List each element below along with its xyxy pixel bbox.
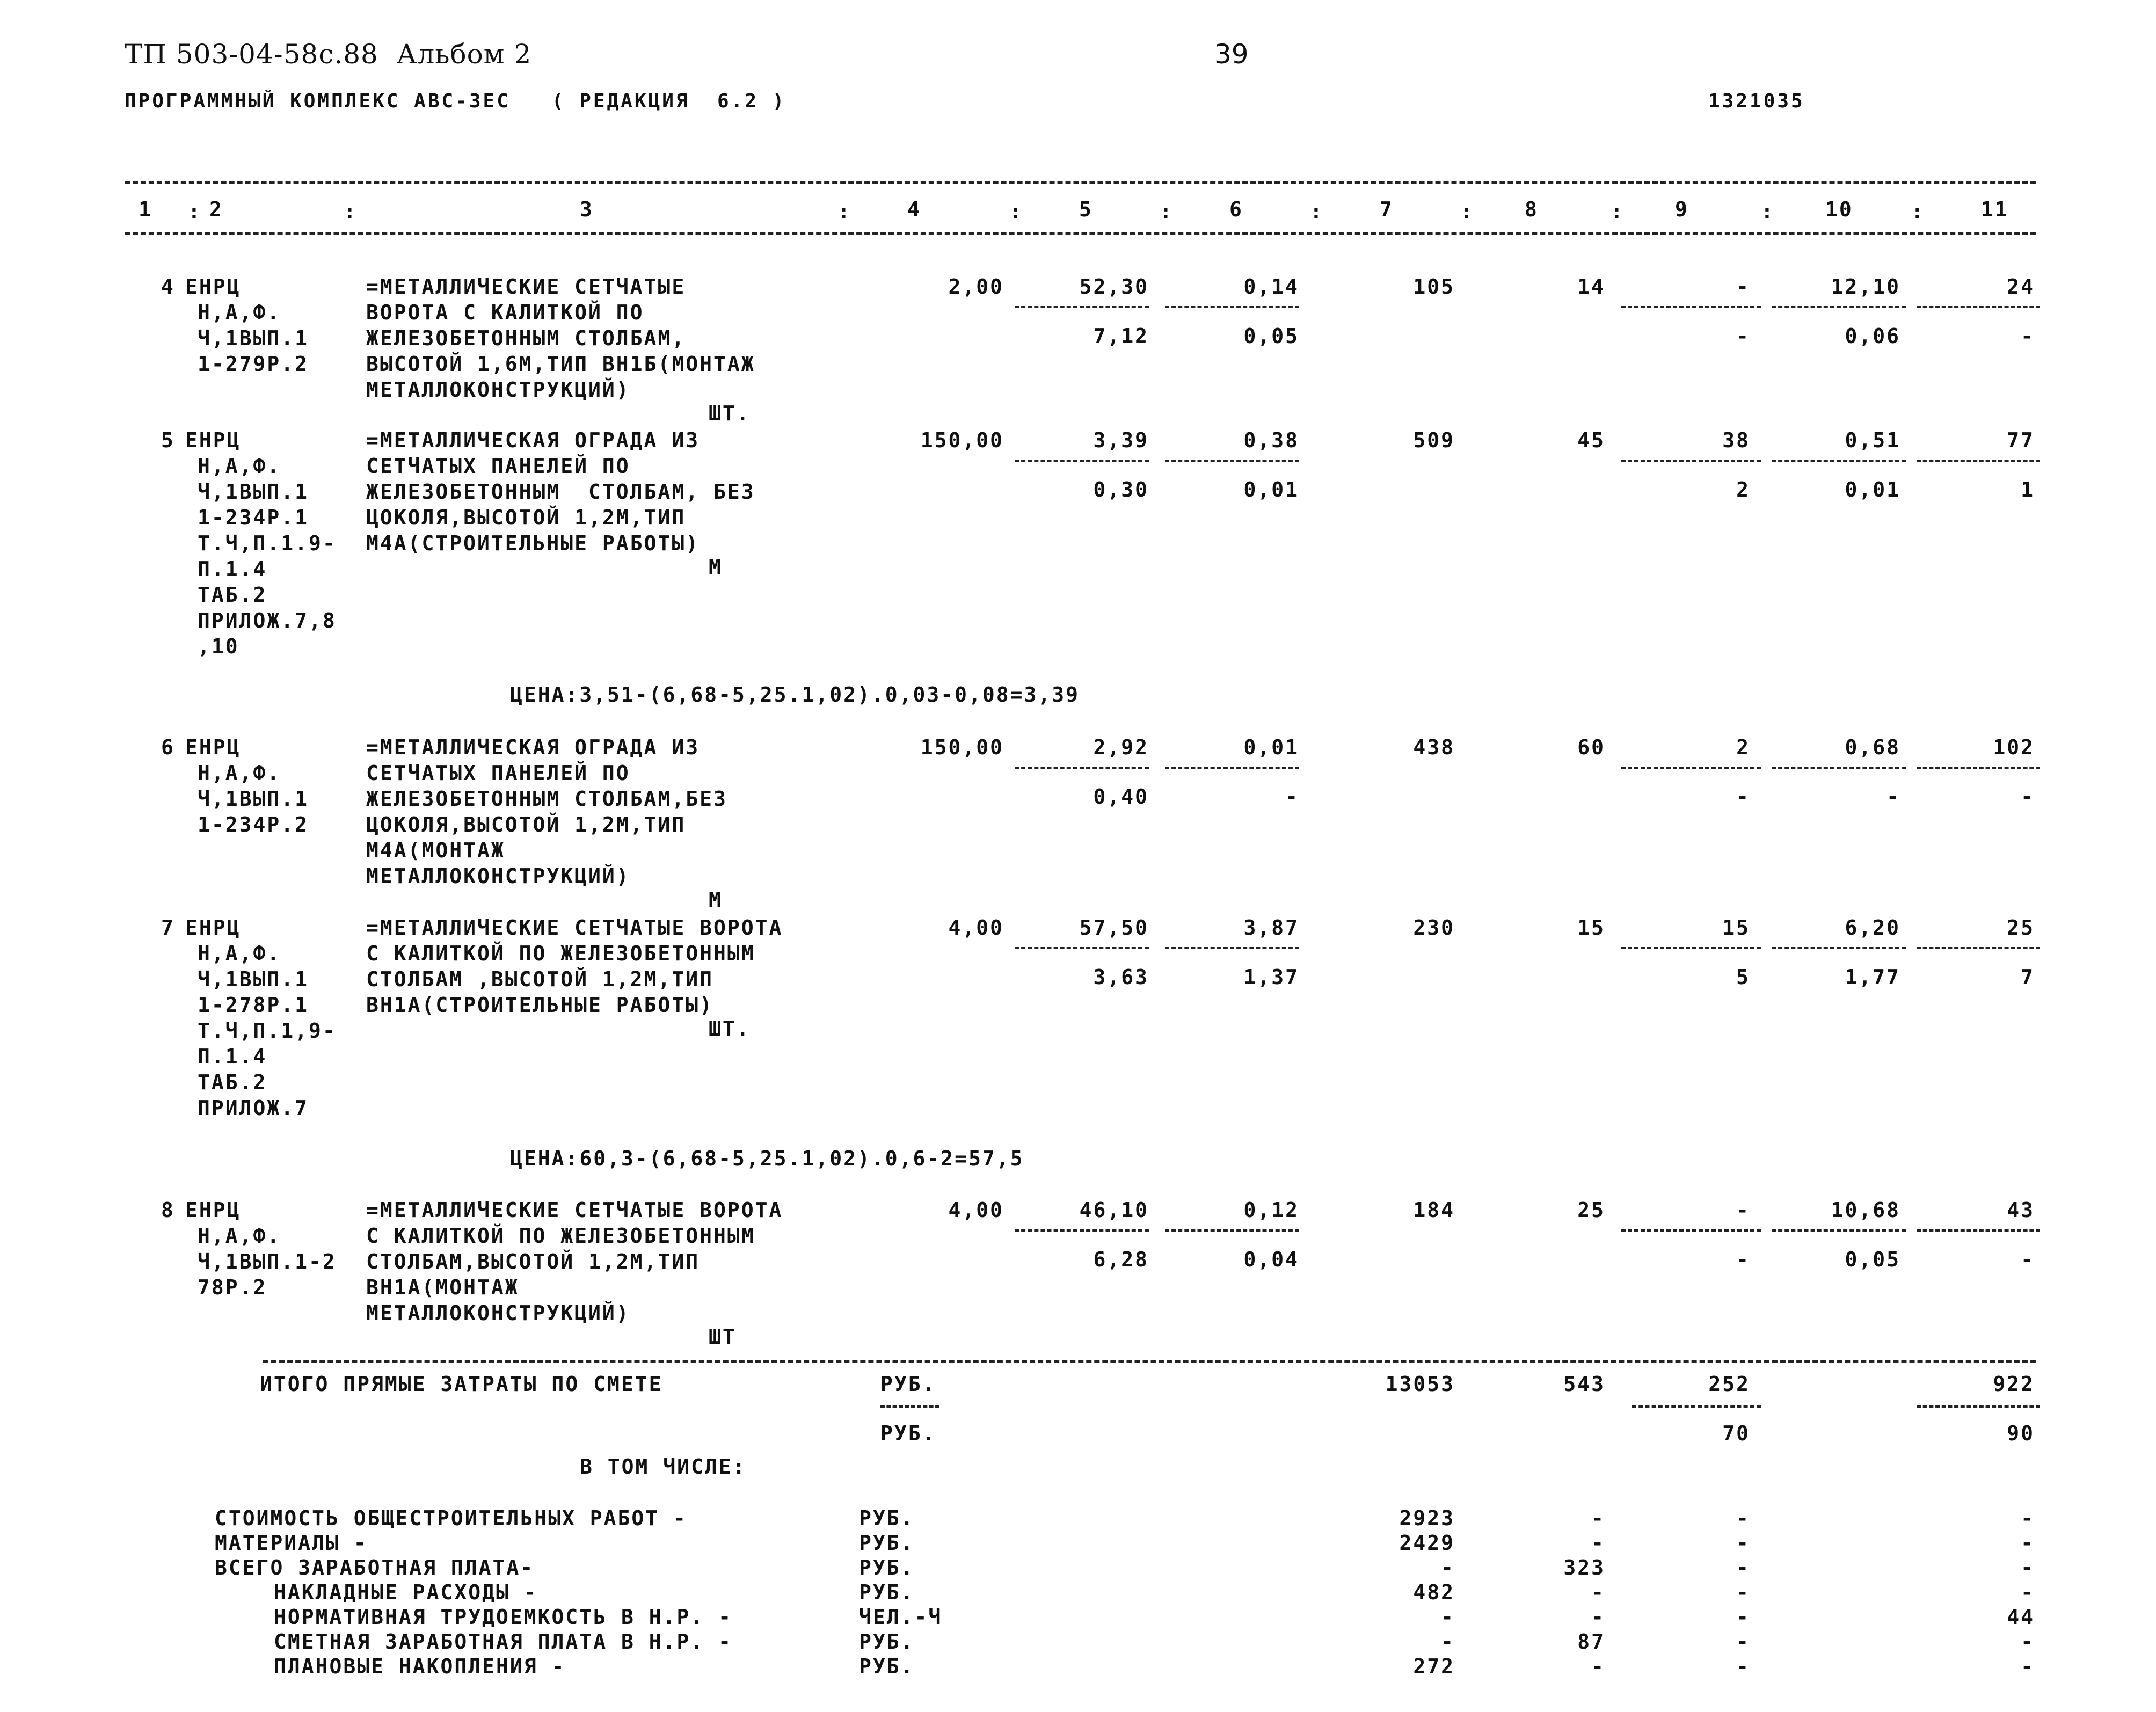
value-c9b: 2 [1736, 478, 1750, 501]
value-c9: 2 [1736, 735, 1750, 759]
cell-divider-rule [1015, 306, 1149, 308]
breakdown-c11: - [2021, 1531, 2035, 1555]
value-c11b: - [2021, 1248, 2035, 1271]
work-description-line: =МЕТАЛЛИЧЕСКИЕ СЕТЧАТЫЕ ВОРОТА [366, 916, 783, 939]
value-c8: 15 [1577, 916, 1605, 939]
norm-code-line: 78Р.2 [198, 1276, 267, 1299]
work-description-line: СЕТЧАТЫХ ПАНЕЛЕЙ ПО [366, 761, 630, 785]
unit-of-measure: М [709, 555, 723, 579]
value-c6b: 0,04 [1243, 1248, 1299, 1271]
value-c6b: 1,37 [1243, 965, 1299, 989]
norm-code-line: 1-234Р.2 [198, 813, 309, 836]
work-description-line: ВН1А(СТРОИТЕЛЬНЫЕ РАБОТЫ) [366, 993, 713, 1017]
work-description-line: =МЕТАЛЛИЧЕСКИЕ СЕТЧАТЫЕ [366, 275, 686, 298]
value-c5: 3,39 [1093, 428, 1149, 452]
cell-divider-rule [1621, 1229, 1761, 1232]
work-description-line: С КАЛИТКОЙ ПО ЖЕЛЕЗОБЕТОННЫМ [366, 942, 755, 965]
row-number: 6 [161, 735, 175, 759]
norm-code-line: Н,А,Ф. [198, 1224, 281, 1248]
cell-divider-rule [1772, 947, 1906, 949]
breakdown-c11: - [2021, 1580, 2035, 1604]
breakdown-c8: - [1591, 1506, 1605, 1530]
column-header-10: 10 [1825, 198, 1853, 221]
cell-divider-rule [1015, 767, 1149, 769]
column-header-9: 9 [1675, 198, 1689, 221]
value-c11b: 7 [2021, 965, 2035, 989]
cell-divider-rule [1015, 1229, 1149, 1232]
column-separator: : [1009, 200, 1023, 223]
work-description-line: ЖЕЛЕЗОБЕТОННЫМ СТОЛБАМ, БЕЗ [366, 480, 755, 504]
totals-c9: 252 [1708, 1372, 1750, 1396]
norm-code-line: Н,А,Ф. [198, 942, 281, 965]
breakdown-label: МАТЕРИАЛЫ - [215, 1531, 368, 1555]
value-c9b: - [1736, 324, 1750, 348]
price-note: ЦЕНА:3,51-(6,68-5,25.1,02).0,03-0,08=3,39 [510, 683, 1080, 706]
work-description-line: ЦОКОЛЯ,ВЫСОТОЙ 1,2М,ТИП [366, 506, 686, 529]
value-c7: 438 [1413, 735, 1455, 759]
breakdown-c11: - [2021, 1506, 2035, 1530]
cell-divider-rule [1015, 947, 1149, 949]
value-c5: 52,30 [1079, 275, 1149, 298]
column-separator: : [1911, 200, 1925, 223]
cell-divider-rule [1165, 947, 1299, 949]
breakdown-unit: РУБ. [859, 1556, 915, 1579]
value-c10b: - [1886, 785, 1900, 808]
breakdown-c7: 2923 [1399, 1506, 1455, 1530]
value-c5b: 0,40 [1093, 785, 1149, 808]
value-c6: 3,87 [1243, 916, 1299, 939]
norm-code-line: ЕНРЦ [185, 428, 241, 452]
work-description-line: М4А(СТРОИТЕЛЬНЫЕ РАБОТЫ) [366, 531, 700, 555]
breakdown-unit: ЧЕЛ.-Ч [859, 1605, 943, 1629]
work-description-line: М4А(МОНТАЖ [366, 839, 505, 862]
value-c5b: 0,30 [1093, 478, 1149, 501]
value-c5b: 3,63 [1093, 965, 1149, 989]
norm-code-line: Ч,1ВЫП.1 [198, 787, 309, 811]
value-c8: 60 [1577, 735, 1605, 759]
column-header-11: 11 [1981, 198, 2009, 221]
breakdown-c9: - [1736, 1655, 1750, 1678]
totals-label: ИТОГО ПРЯМЫЕ ЗАТРАТЫ ПО СМЕТЕ [260, 1372, 663, 1396]
table-top-rule [125, 181, 2036, 184]
totals-c9b: 70 [1722, 1422, 1750, 1445]
work-description-line: ЖЕЛЕЗОБЕТОННЫМ СТОЛБАМ, [366, 326, 686, 350]
norm-code-line: 1-279Р.2 [198, 352, 309, 376]
column-separator: : [837, 200, 851, 223]
work-description-line: =МЕТАЛЛИЧЕСКАЯ ОГРАДА ИЗ [366, 735, 700, 759]
cell-divider-rule [1917, 947, 2040, 949]
breakdown-c8: - [1591, 1531, 1605, 1555]
totals-c8: 543 [1563, 1372, 1605, 1396]
value-c6b: 0,05 [1243, 324, 1299, 348]
column-header-rule [125, 232, 2036, 235]
value-c7: 184 [1413, 1198, 1455, 1222]
row-number: 4 [161, 275, 175, 298]
totals-c7: 13053 [1385, 1372, 1455, 1396]
value-c10b: 0,05 [1845, 1248, 1900, 1271]
row-number: 7 [161, 916, 175, 939]
norm-code-line: ПРИЛОЖ.7 [198, 1096, 309, 1120]
cell-divider-rule [1621, 947, 1761, 949]
value-c10: 0,51 [1845, 428, 1900, 452]
breakdown-label: НОРМАТИВНАЯ ТРУДОЕМКОСТЬ В Н.Р. - [274, 1605, 732, 1629]
breakdown-label: СТОИМОСТЬ ОБЩЕСТРОИТЕЛЬНЫХ РАБОТ - [215, 1506, 687, 1530]
cell-divider-rule [1917, 306, 2040, 308]
breakdown-c9: - [1736, 1556, 1750, 1579]
breakdown-c11: - [2021, 1556, 2035, 1579]
cell-divider-rule [1165, 460, 1299, 462]
breakdown-c11: 44 [2007, 1605, 2035, 1629]
norm-code-line: ,10 [198, 635, 239, 658]
breakdown-c9: - [1736, 1531, 1750, 1555]
value-c6b: - [1285, 785, 1299, 808]
norm-code-line: Н,А,Ф. [198, 454, 281, 478]
value-c9b: - [1736, 785, 1750, 808]
unit-of-measure: ШТ. [709, 402, 751, 425]
norm-code-line: ТАБ.2 [198, 1070, 267, 1094]
column-header-2: 2 [209, 198, 223, 221]
value-c6: 0,38 [1243, 428, 1299, 452]
value-c11b: 1 [2021, 478, 2035, 501]
quantity-value: 2,00 [948, 275, 1004, 298]
cell-divider-rule [1621, 460, 1761, 462]
cell-divider-rule [1015, 460, 1149, 462]
value-c10: 0,68 [1845, 735, 1900, 759]
norm-code-line: Н,А,Ф. [198, 301, 281, 324]
value-c6: 0,14 [1243, 275, 1299, 298]
value-c11: 25 [2007, 916, 2035, 939]
breakdown-c9: - [1736, 1630, 1750, 1653]
column-header-1: 1 [139, 198, 152, 221]
column-header-3: 3 [580, 198, 594, 221]
value-c5: 46,10 [1079, 1198, 1149, 1222]
row-number: 5 [161, 428, 175, 452]
cell-divider-rule [1772, 306, 1906, 308]
norm-code-line: Ч,1ВЫП.1-2 [198, 1250, 337, 1273]
breakdown-unit: РУБ. [859, 1655, 915, 1678]
cell-divider-rule [1165, 306, 1299, 308]
row-number: 8 [161, 1198, 175, 1222]
norm-code-line: Ч,1ВЫП.1 [198, 326, 309, 350]
breakdown-c7: 2429 [1399, 1531, 1455, 1555]
quantity-value: 150,00 [920, 428, 1004, 452]
value-c10b: 0,01 [1845, 478, 1900, 501]
norm-code-line: Т.Ч,П.1.9- [198, 531, 337, 555]
totals-unit: РУБ. [880, 1372, 936, 1396]
work-description-line: ЦОКОЛЯ,ВЫСОТОЙ 1,2М,ТИП [366, 813, 686, 836]
work-description-line: СЕТЧАТЫХ ПАНЕЛЕЙ ПО [366, 454, 630, 478]
breakdown-unit: РУБ. [859, 1531, 915, 1555]
breakdown-c7: 482 [1413, 1580, 1455, 1604]
norm-code-line: ТАБ.2 [198, 583, 267, 607]
column-separator: : [1611, 200, 1625, 223]
value-c7: 509 [1413, 428, 1455, 452]
value-c11: 77 [2007, 428, 2035, 452]
value-c11b: - [2021, 785, 2035, 808]
value-c6: 0,12 [1243, 1198, 1299, 1222]
cell-divider-rule [1917, 1229, 2040, 1232]
breakdown-c8: - [1591, 1655, 1605, 1678]
value-c10b: 0,06 [1845, 324, 1900, 348]
work-description-line: =МЕТАЛЛИЧЕСКИЕ СЕТЧАТЫЕ ВОРОТА [366, 1198, 783, 1222]
album-reference: ТП 503-04-58с.88 Альбом 2 [125, 39, 532, 70]
norm-code-line: ЕНРЦ [185, 275, 241, 298]
cell-divider-rule [1621, 306, 1761, 308]
breakdown-unit: РУБ. [859, 1506, 915, 1530]
column-header-7: 7 [1380, 198, 1394, 221]
value-c5b: 7,12 [1093, 324, 1149, 348]
norm-code-line: 1-234Р.1 [198, 506, 309, 529]
document-id: 1321035 [1708, 90, 1805, 112]
column-separator: : [1160, 200, 1174, 223]
value-c7: 230 [1413, 916, 1455, 939]
value-c11: 24 [2007, 275, 2035, 298]
cell-divider-rule [1772, 1229, 1906, 1232]
breakdown-c8: - [1591, 1605, 1605, 1629]
value-c5: 2,92 [1093, 735, 1149, 759]
work-description-line: МЕТАЛЛОКОНСТРУКЦИЙ) [366, 378, 630, 402]
work-description-line: ЖЕЛЕЗОБЕТОННЫМ СТОЛБАМ,БЕЗ [366, 787, 727, 811]
norm-code-line: Н,А,Ф. [198, 761, 281, 785]
quantity-value: 150,00 [920, 735, 1004, 759]
breakdown-c9: - [1736, 1506, 1750, 1530]
unit-of-measure: М [709, 888, 723, 912]
cell-divider-rule [1165, 767, 1299, 769]
breakdown-label: ПЛАНОВЫЕ НАКОПЛЕНИЯ - [274, 1655, 566, 1678]
value-c9: - [1736, 1198, 1750, 1222]
breakdown-c7: - [1441, 1605, 1455, 1629]
work-description-line: ВН1А(МОНТАЖ [366, 1276, 519, 1299]
breakdown-c7: - [1441, 1556, 1455, 1579]
cell-divider-rule [1165, 1229, 1299, 1232]
norm-code-line: Ч,1ВЫП.1 [198, 480, 309, 504]
value-c10b: 1,77 [1845, 965, 1900, 989]
breakdown-c11: - [2021, 1655, 2035, 1678]
work-description-line: СТОЛБАМ ,ВЫСОТОЙ 1,2М,ТИП [366, 967, 713, 991]
norm-code-line: ЕНРЦ [185, 1198, 241, 1222]
price-note: ЦЕНА:60,3-(6,68-5,25.1,02).0,6-2=57,5 [510, 1147, 1024, 1170]
column-header-5: 5 [1079, 198, 1093, 221]
breakdown-label: СМЕТНАЯ ЗАРАБОТНАЯ ПЛАТА В Н.Р. - [274, 1630, 732, 1653]
value-c10: 10,68 [1831, 1198, 1900, 1222]
value-c8: 45 [1577, 428, 1605, 452]
column-header-4: 4 [907, 198, 921, 221]
value-c6b: 0,01 [1243, 478, 1299, 501]
value-c8: 25 [1577, 1198, 1605, 1222]
value-c11: 102 [1993, 735, 2035, 759]
value-c11: 43 [2007, 1198, 2035, 1222]
norm-code-line: ЕНРЦ [185, 916, 241, 939]
work-description-line: =МЕТАЛЛИЧЕСКАЯ ОГРАДА ИЗ [366, 428, 700, 452]
value-c6: 0,01 [1243, 735, 1299, 759]
value-c9b: - [1736, 1248, 1750, 1271]
work-description-line: С КАЛИТКОЙ ПО ЖЕЛЕЗОБЕТОННЫМ [366, 1224, 755, 1248]
value-c9: 15 [1722, 916, 1750, 939]
totals-rule [263, 1360, 2036, 1363]
totals-unit: РУБ. [880, 1422, 936, 1445]
quantity-value: 4,00 [948, 1198, 1004, 1222]
breakdown-c7: 272 [1413, 1655, 1455, 1678]
breakdown-c7: - [1441, 1630, 1455, 1653]
value-c10: 6,20 [1845, 916, 1900, 939]
cell-divider-rule [1772, 767, 1906, 769]
breakdown-c11: - [2021, 1630, 2035, 1653]
work-description-line: ВОРОТА С КАЛИТКОЙ ПО [366, 301, 644, 324]
quantity-value: 4,00 [948, 916, 1004, 939]
breakdown-c8: 323 [1563, 1556, 1605, 1579]
including-label: В ТОМ ЧИСЛЕ: [580, 1455, 747, 1478]
column-separator: : [1460, 200, 1474, 223]
norm-code-line: П.1.4 [198, 1045, 267, 1068]
norm-code-line: ЕНРЦ [185, 735, 241, 759]
cell-divider-rule [1772, 460, 1906, 462]
totals-c11b: 90 [2007, 1422, 2035, 1445]
program-title: ПРОГРАММНЫЙ КОМПЛЕКС АВС-ЗЕС ( РЕДАКЦИЯ 6.2 ) [125, 90, 786, 112]
breakdown-label: НАКЛАДНЫЕ РАСХОДЫ - [274, 1580, 538, 1604]
column-separator: : [1761, 200, 1775, 223]
value-c10: 12,10 [1831, 275, 1900, 298]
cell-divider-rule [1917, 767, 2040, 769]
work-description-line: СТОЛБАМ,ВЫСОТОЙ 1,2М,ТИП [366, 1250, 700, 1273]
norm-code-line: ПРИЛОЖ.7,8 [198, 609, 337, 632]
breakdown-c9: - [1736, 1580, 1750, 1604]
breakdown-label: ВСЕГО ЗАРАБОТНАЯ ПЛАТА- [215, 1556, 535, 1579]
norm-code-line: П.1.4 [198, 557, 267, 581]
norm-code-line: Т.Ч,П.1,9- [198, 1019, 337, 1043]
breakdown-c8: - [1591, 1580, 1605, 1604]
work-description-line: МЕТАЛЛОКОНСТРУКЦИЙ) [366, 864, 630, 888]
page-number: 39 [1214, 39, 1249, 70]
breakdown-c9: - [1736, 1605, 1750, 1629]
value-c9: 38 [1722, 428, 1750, 452]
breakdown-c8: 87 [1577, 1630, 1605, 1653]
column-header-8: 8 [1525, 198, 1539, 221]
unit-of-measure: ШТ. [709, 1017, 751, 1040]
column-separator: : [1310, 200, 1324, 223]
column-separator: : [344, 200, 358, 223]
value-c11b: - [2021, 324, 2035, 348]
value-c9b: 5 [1736, 965, 1750, 989]
norm-code-line: 1-278Р.1 [198, 993, 309, 1017]
column-separator: : [188, 200, 202, 223]
breakdown-unit: РУБ. [859, 1630, 915, 1653]
work-description-line: ВЫСОТОЙ 1,6М,ТИП ВН1Б(МОНТАЖ [366, 352, 755, 376]
norm-code-line: Ч,1ВЫП.1 [198, 967, 309, 991]
value-c7: 105 [1413, 275, 1455, 298]
cell-divider-rule [1917, 460, 2040, 462]
column-header-6: 6 [1229, 198, 1243, 221]
work-description-line: МЕТАЛЛОКОНСТРУКЦИЙ) [366, 1301, 630, 1325]
breakdown-unit: РУБ. [859, 1580, 915, 1604]
unit-of-measure: ШТ [709, 1325, 737, 1349]
value-c8: 14 [1577, 275, 1605, 298]
totals-c11: 922 [1993, 1372, 2035, 1396]
value-c5: 57,50 [1079, 916, 1149, 939]
value-c5b: 6,28 [1093, 1248, 1149, 1271]
value-c9: - [1736, 275, 1750, 298]
cell-divider-rule [1621, 767, 1761, 769]
